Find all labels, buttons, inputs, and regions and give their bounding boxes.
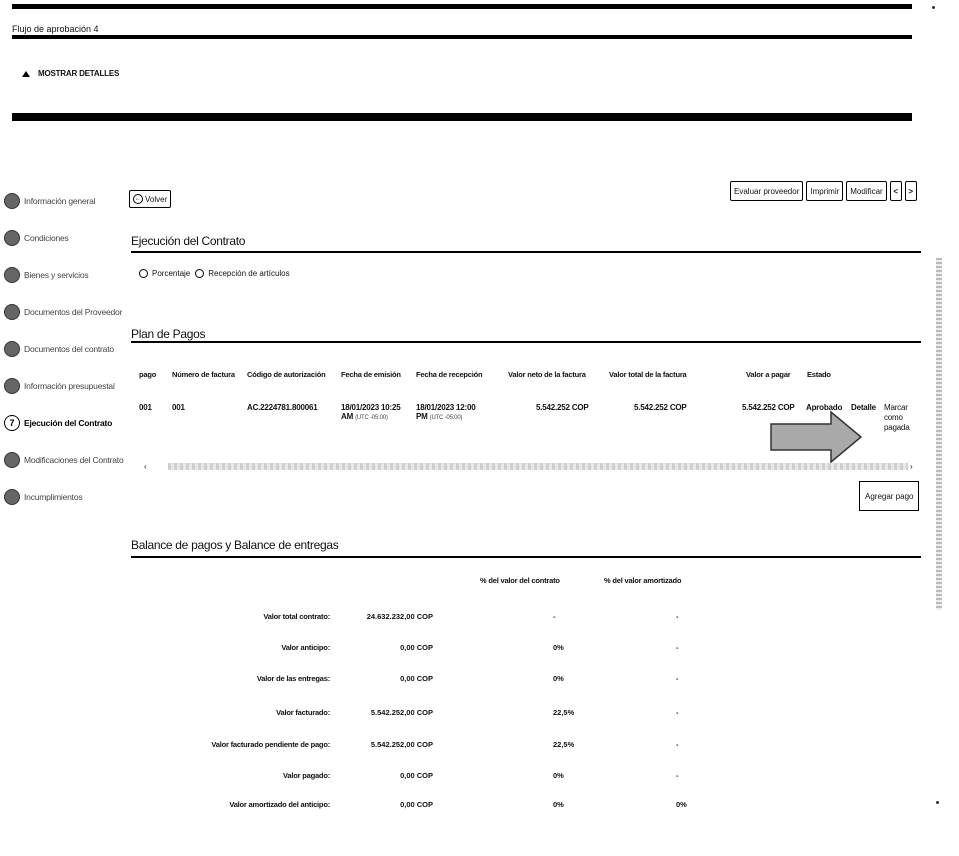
balance-row-label: Valor total contrato: (263, 612, 330, 621)
toolbar (730, 181, 917, 201)
balance-row-value: 0,00 COP (400, 800, 433, 809)
horizontal-scrollbar[interactable] (168, 463, 908, 470)
execution-mode-radios (139, 269, 290, 278)
show-details-toggle[interactable] (22, 69, 119, 78)
evaluate-provider-button[interactable]: Evaluar proveedor (730, 181, 803, 201)
back-arrow-icon: ← (135, 196, 141, 202)
balance-header-pct-contract: % del valor del contrato (480, 576, 560, 585)
sidebar-item-label: Modificaciones del Contrato (24, 455, 124, 465)
sidebar-item[interactable] (4, 447, 124, 473)
cell-net-value: 5.542.252 COP (536, 403, 589, 412)
annotation-arrow-icon (769, 410, 863, 464)
balance-row-pct-amortized: - (676, 612, 679, 621)
top-divider (12, 4, 912, 9)
balance-row-value: 0,00 COP (400, 674, 433, 683)
balance-row-label: Valor de las entregas: (256, 674, 330, 683)
cell-receipt-date (416, 403, 476, 421)
back-label: Volver (145, 194, 168, 204)
step-circle-icon: 7 (4, 415, 20, 431)
balance-row-pct-contract: 0% (553, 771, 564, 780)
step-circle-icon (4, 193, 20, 209)
sidebar-item-label: Condiciones (24, 233, 69, 243)
balance-row-label: Valor facturado: (276, 708, 330, 717)
scroll-left-button[interactable]: ‹ (144, 462, 147, 471)
mark-paid-line1: Marcar (884, 403, 908, 412)
previous-button[interactable]: < (890, 181, 902, 201)
execution-title: Ejecución del Contrato (131, 234, 246, 248)
section-divider (12, 113, 912, 121)
balance-row-pct-amortized: - (676, 740, 679, 749)
cell-pago: 001 (139, 403, 152, 412)
sidebar-item[interactable] (4, 262, 124, 288)
balance-row-pct-amortized: - (676, 643, 679, 652)
sidebar-item-label: Incumplimientos (24, 492, 83, 502)
balance-row-pct-contract: 22,5% (553, 740, 575, 749)
column-header-status: Estado (807, 370, 831, 379)
modify-button[interactable]: Modificar (846, 181, 886, 201)
radio-percentage-label: Porcentaje (152, 269, 191, 278)
payment-plan-title: Plan de Pagos (131, 327, 206, 341)
show-details-label: MOSTRAR DETALLES (38, 69, 120, 78)
balance-row-value: 24.632.232,00 COP (366, 612, 433, 621)
sidebar-item[interactable] (4, 299, 124, 325)
step-circle-icon (4, 230, 20, 246)
flow-title: Flujo de aprobación 4 (12, 24, 99, 34)
detail-link[interactable]: Detalle (851, 403, 876, 412)
sidebar-item-label: Bienes y servicios (24, 270, 89, 280)
balance-row-value: 5.542.252,00 COP (370, 708, 433, 717)
balance-row-pct-amortized: - (676, 771, 679, 780)
column-header-invoice-number: Número de factura (172, 370, 235, 379)
mark-as-paid-link[interactable] (884, 403, 910, 433)
radio-reception-label: Recepción de artículos (208, 269, 290, 278)
receipt-date-timezone: (UTC -05:00) (429, 415, 463, 421)
cell-status: Aprobado (806, 403, 843, 412)
column-header-total-value: Valor total de la factura (609, 370, 687, 379)
payment-plan-divider (131, 341, 921, 343)
balance-row-pct-contract: 0% (553, 643, 564, 652)
next-button[interactable]: > (905, 181, 917, 201)
triangle-up-icon (22, 71, 30, 77)
sidebar-item-label: Documentos del contrato (24, 344, 114, 354)
column-header-pago: pago (139, 370, 157, 379)
column-header-receipt-date: Fecha de recepción (416, 370, 483, 379)
mark-paid-line3: pagada (884, 423, 910, 432)
balance-row-label: Valor pagado: (283, 771, 330, 780)
step-circle-icon (4, 341, 20, 357)
sidebar (4, 188, 124, 521)
column-header-auth-code: Código de autorización (247, 370, 326, 379)
column-header-to-pay: Valor a pagar (746, 370, 791, 379)
issue-date-timezone: (UTC -05:00) (355, 415, 388, 421)
balance-row-pct-contract: 0% (553, 674, 564, 683)
balance-row-pct-amortized: - (676, 674, 679, 683)
sidebar-item-label: Información general (24, 196, 96, 206)
sidebar-item[interactable] (4, 484, 124, 510)
balance-row-label: Valor facturado pendiente de pago: (211, 740, 330, 749)
sidebar-item-label: Ejecución del Contrato (24, 418, 113, 428)
sidebar-item-label: Documentos del Proveedor (24, 307, 123, 317)
dot-decoration (932, 6, 935, 9)
balance-row-pct-contract: 22,5% (553, 708, 575, 717)
column-header-issue-date: Fecha de emisión (341, 370, 401, 379)
cell-issue-date (341, 403, 401, 421)
step-circle-icon (4, 452, 20, 468)
issue-date-ampm: AM (341, 412, 354, 421)
mark-paid-line2: como (884, 413, 903, 422)
balance-row-value: 0,00 COP (400, 643, 433, 652)
step-circle-icon (4, 304, 20, 320)
sidebar-item[interactable] (4, 410, 124, 436)
step-circle-icon (4, 378, 20, 394)
balance-row-pct-contract: - (553, 612, 556, 621)
balance-row-pct-amortized: - (676, 708, 679, 717)
cell-auth-code: AC.2224781.800061 (247, 403, 318, 412)
back-button[interactable] (129, 190, 171, 208)
scroll-right-button[interactable]: › (910, 462, 913, 471)
radio-percentage[interactable] (139, 269, 148, 278)
sidebar-item[interactable] (4, 188, 124, 214)
balance-row-value: 0,00 COP (400, 771, 433, 780)
balance-row-label: Valor anticipo: (281, 643, 330, 652)
balance-row-value: 5.542.252,00 COP (370, 740, 433, 749)
balance-row-label: Valor amortizado del anticipo: (229, 800, 330, 809)
sidebar-item[interactable] (4, 373, 124, 399)
receipt-date-ampm: PM (416, 412, 428, 421)
sidebar-item[interactable] (4, 336, 124, 362)
vertical-scrollbar[interactable] (936, 258, 942, 610)
balance-row-pct-contract: 0% (553, 800, 564, 809)
execution-divider (131, 251, 921, 253)
step-circle-icon (4, 267, 20, 283)
balance-header-pct-amortized: % del valor amortizado (604, 576, 682, 585)
header-divider (12, 35, 912, 39)
column-header-net-value: Valor neto de la factura (508, 370, 586, 379)
cell-total-value: 5.542.252 COP (634, 403, 687, 412)
issue-date-value: 18/01/2023 10:25 (341, 403, 401, 412)
cell-to-pay: 5.542.252 COP (742, 403, 795, 412)
cell-invoice-number: 001 (172, 403, 185, 412)
dot-decoration (936, 801, 939, 804)
radio-reception[interactable] (195, 269, 204, 278)
sidebar-item-label: Información presupuestal (24, 381, 115, 391)
balance-row-pct-amortized: 0% (676, 800, 687, 809)
print-button[interactable]: Imprimir (806, 181, 843, 201)
step-circle-icon (4, 489, 20, 505)
sidebar-item[interactable] (4, 225, 124, 251)
receipt-date-value: 18/01/2023 12:00 (416, 403, 476, 412)
balance-title: Balance de pagos y Balance de entregas (131, 538, 339, 552)
add-payment-button[interactable]: Agregar pago (859, 481, 919, 511)
balance-divider (131, 556, 921, 558)
